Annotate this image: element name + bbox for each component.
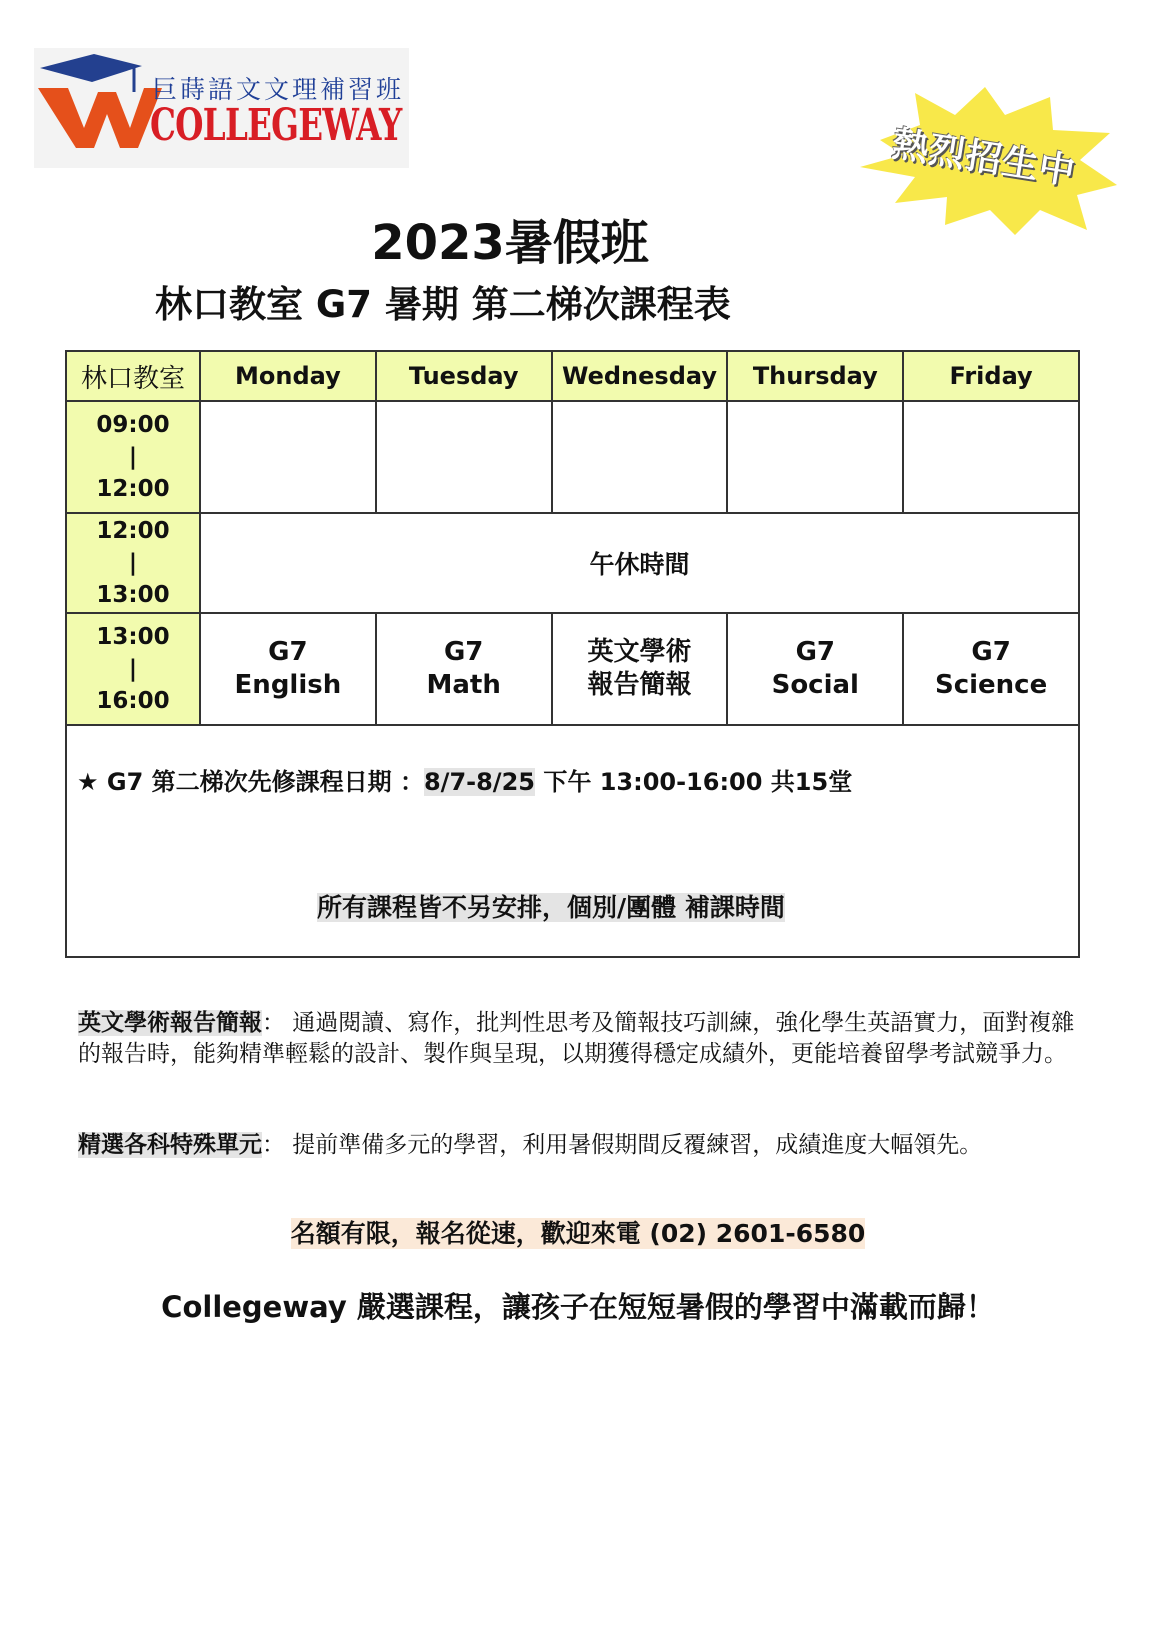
course-grade: G7 [443, 637, 484, 667]
description-academic-presentation [78, 1008, 1093, 1070]
day-header-thursday: Thursday [727, 351, 903, 401]
course-name: Social [771, 670, 859, 700]
table-row-notes [66, 725, 1079, 957]
empty-cell [552, 401, 728, 513]
contact-text: 名額有限，報名從速，歡迎來電 (02) 2601-6580 [290, 1219, 866, 1248]
empty-cell [903, 401, 1079, 513]
table-header-row [66, 351, 1079, 401]
empty-cell [200, 401, 376, 513]
slot-separator: | [128, 444, 138, 470]
description-text: ： 通過閱讀、寫作，批判性思考及簡報技巧訓練，強化學生英語實力，面對複雜的報告時，能夠精準輕鬆的設計、製作與呈現，以期獲得穩定成績外，更能培養留學考試競爭力。 [78, 1010, 1075, 1067]
course-cell-english [200, 613, 376, 725]
contact-line [0, 1214, 1156, 1250]
course-grade: G7 [795, 637, 835, 667]
time-slot-afternoon [66, 613, 200, 725]
course-cell-academic-presentation [552, 613, 728, 725]
course-cell-social [727, 613, 903, 725]
note-dates: 8/7-8/25 [423, 768, 535, 796]
note-suffix: 下午 13:00-16:00 共15堂 [534, 768, 853, 796]
table-row-lunch [66, 513, 1079, 613]
schedule-table [65, 350, 1080, 958]
slot-start: 12:00 [96, 518, 170, 544]
course-name-line1: 英文學術 [587, 637, 692, 667]
time-slot-morning [66, 401, 200, 513]
logo-chinese-name: 巨蒔語文文理補習班 [152, 75, 405, 104]
day-header-wednesday: Wednesday [552, 351, 728, 401]
day-header-monday: Monday [200, 351, 376, 401]
course-name-line2: 報告簡報 [587, 670, 692, 700]
page-subtitle: 林口教室 G7 暑期 第二梯次課程表 [155, 283, 731, 326]
slot-separator: | [128, 550, 138, 576]
page-title: 2023暑假班 [371, 215, 649, 271]
description-label: 精選各科特殊單元 [78, 1132, 262, 1158]
slot-separator: | [128, 656, 138, 682]
note-prefix: ★ G7 第二梯次先修課程日期 ： [77, 768, 424, 796]
lunch-break-cell: 午休時間 [200, 513, 1079, 613]
course-cell-math [376, 613, 552, 725]
course-cell-science [903, 613, 1079, 725]
course-grade: G7 [971, 637, 1011, 667]
slot-end: 16:00 [96, 688, 170, 714]
description-text: ： 提前準備多元的學習，利用暑假期間反覆練習，成績進度大幅領先。 [262, 1132, 983, 1158]
table-row-afternoon [66, 613, 1079, 725]
table-row-morning [66, 401, 1079, 513]
slot-start: 13:00 [96, 624, 170, 650]
day-header-tuesday: Tuesday [376, 351, 552, 401]
slot-end: 12:00 [96, 476, 170, 502]
empty-cell [376, 401, 552, 513]
day-header-friday: Friday [903, 351, 1079, 401]
notes-cell [66, 725, 1079, 957]
course-name: Math [426, 670, 501, 700]
course-name: English [234, 670, 342, 700]
empty-cell [727, 401, 903, 513]
collegeway-logo [34, 48, 409, 168]
description-label: 英文學術報告簡報 [78, 1010, 262, 1036]
enrollment-badge-text: 熱烈招生中 [889, 123, 1079, 194]
slogan: Collegeway 嚴選課程，讓孩子在短短暑假的學習中滿載而歸！ [161, 1290, 995, 1324]
policy-text: 所有課程皆不另安排，個別/團體 補課時間 [317, 893, 785, 922]
slot-end: 13:00 [96, 582, 170, 608]
makeup-policy-note [317, 888, 785, 924]
slot-start: 09:00 [96, 412, 170, 438]
time-slot-lunch [66, 513, 200, 613]
course-grade: G7 [268, 637, 308, 667]
course-name: Science [934, 670, 1048, 700]
description-special-units [78, 1130, 1093, 1161]
room-header: 林口教室 [66, 351, 200, 401]
logo-english-name: COLLEGEWAY [150, 100, 402, 151]
course-dates-note [77, 762, 852, 797]
